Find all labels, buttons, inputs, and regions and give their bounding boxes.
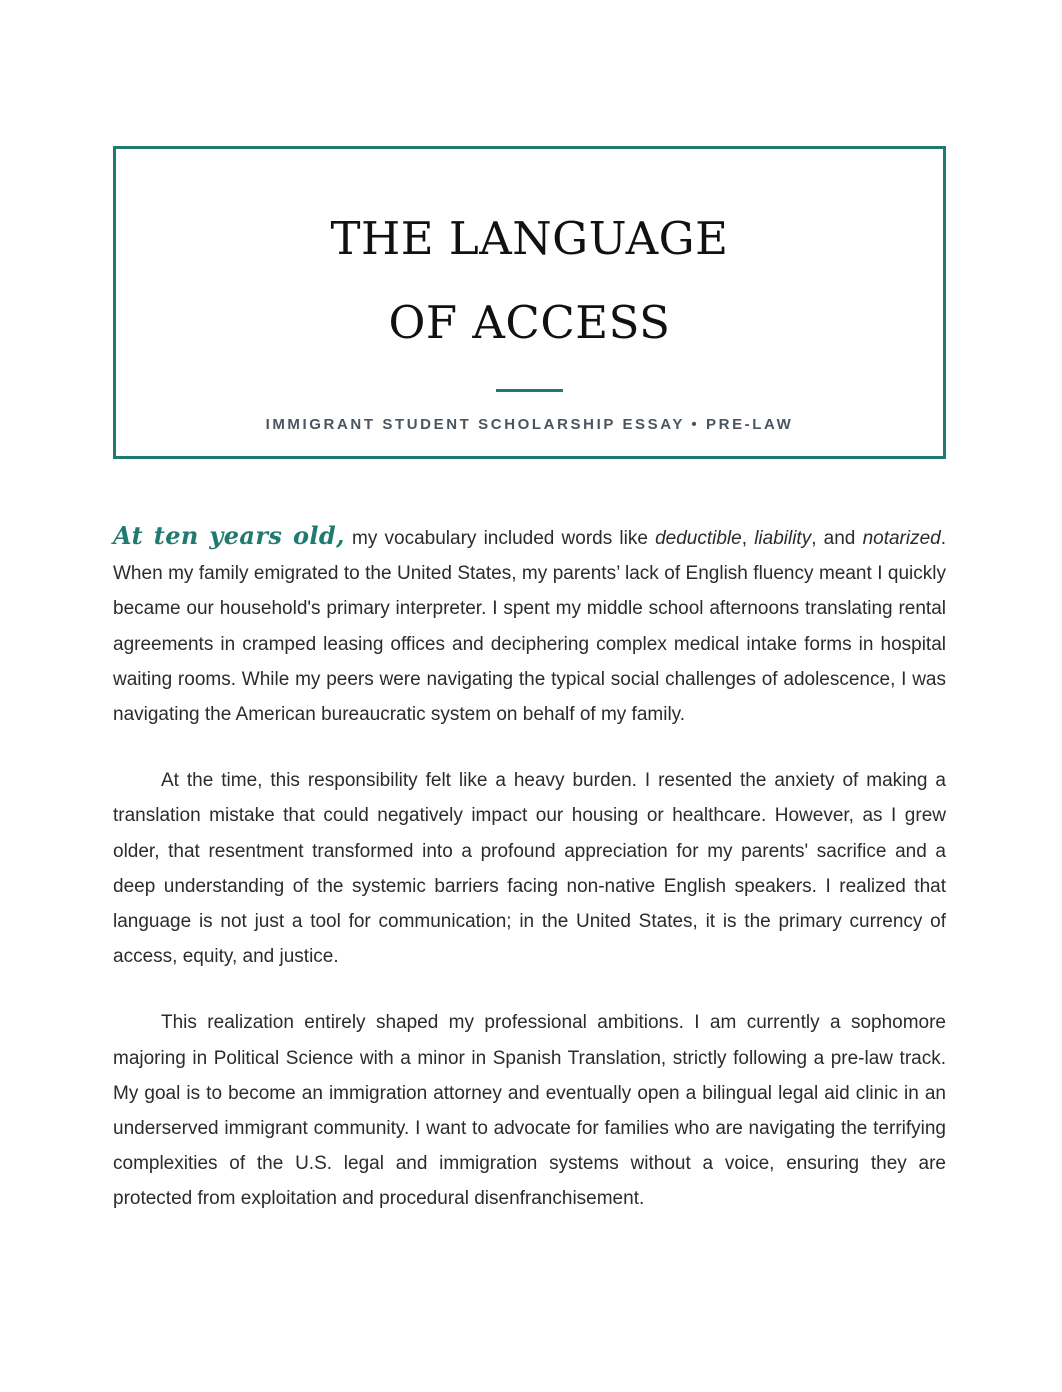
paragraph-1 (113, 518, 946, 732)
paragraph-1-text-c: , and (811, 528, 863, 549)
paragraph-1-text-a: my vocabulary included words like (344, 528, 656, 549)
title-box (113, 146, 946, 459)
italic-word-deductible: deductible (655, 528, 742, 549)
lead-in-phrase: At ten years old, (113, 521, 345, 550)
paragraph-3: This realization entirely shaped my professional ambitions. I am currently a sophomore majoring in Political Science with a minor in Spanish Translation, strictly following a pre-law track. My goal is to become an immigration attorney and eventually open a bilingual legal aid clinic in an underserved immigrant community. I want to advocate for families who are navigating the terrifying complexities of the U.S. legal and immigration systems without a voice, ensuring they are protected from exploitation and procedural disenfranchisement. (113, 1012, 946, 1210)
essay-body (113, 518, 946, 1217)
title-line-2: OF ACCESS (388, 296, 671, 349)
italic-word-liability: liability (754, 528, 812, 549)
paragraph-2: At the time, this responsibility felt like a heavy burden. I resented the anxiety of making a translation mistake that could negatively impact our housing or healthcare. However, as I grew older, that resentment transformed into a profound appreciation for my parents' sacrifice and a deep understanding of the systemic barriers facing non-native English speakers. I realized that language is not just a tool for communication; in the United States, it is the primary currency of access, equity, and justice. (113, 770, 946, 968)
title-divider (496, 389, 563, 392)
essay-subtitle: IMMIGRANT STUDENT SCHOLARSHIP ESSAY • PRE-LAW (265, 416, 794, 433)
title-line-1: THE LANGUAGE (330, 212, 729, 265)
paragraph-1-text-d: . When my family emigrated to the United States, my parents’ lack of English fluency meant I quickly became our household's primary interpreter. I spent my middle school afternoons translating rental agreements in cramped leasing offices and deciphering complex medical intake forms in hospital waiting rooms. While my peers were navigating the typical social challenges of adolescence, I was navigating the American bureaucratic system on behalf of my family. (113, 528, 947, 726)
essay-page (113, 146, 946, 1248)
italic-word-notarized: notarized (862, 528, 941, 549)
paragraph-1-text-b: , (741, 528, 755, 549)
